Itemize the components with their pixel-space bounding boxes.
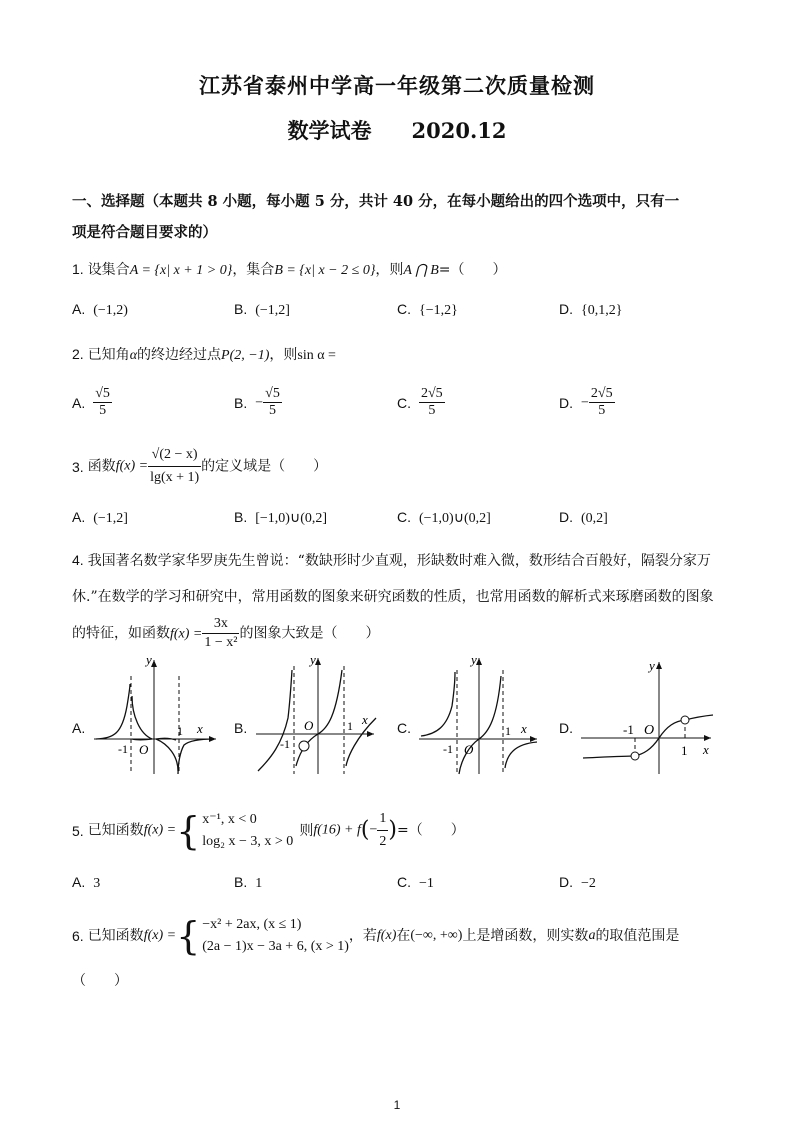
option-label: B.: [234, 509, 248, 525]
option-label: D.: [559, 394, 573, 411]
q2-option-c[interactable]: [397, 386, 445, 419]
question-number: 6.: [72, 928, 84, 944]
option-fraction: [419, 386, 445, 419]
right-paren-icon: ): [388, 817, 397, 843]
fraction-denominator: 5: [428, 403, 436, 418]
q2-alpha: α: [129, 348, 138, 363]
q6-case-1: −x² + 2ax, (x ≤ 1): [202, 917, 302, 932]
q1-option-d[interactable]: [559, 301, 622, 319]
option-label: C.: [397, 301, 411, 317]
q5-cases: [202, 809, 293, 853]
option-text: (0,2]: [581, 511, 608, 526]
axis-x-label: x: [521, 721, 527, 736]
fraction-numerator: √(2 − x): [148, 444, 201, 467]
origin-label: O: [464, 742, 474, 757]
option-label: D.: [559, 301, 573, 317]
q4-fx: f(x) =: [170, 626, 203, 642]
exam-title: 江苏省泰州中学高一年级第二次质量检测: [199, 73, 595, 98]
option-label: D.: [559, 874, 573, 890]
option-label: B.: [234, 874, 248, 890]
question-4: [72, 542, 732, 653]
option-label: B.: [234, 301, 248, 317]
fraction-numerator: 2√5: [590, 386, 613, 401]
q3-text-2: 的定义域是（ ）: [201, 458, 328, 475]
q5-expression: f(16) + f: [313, 822, 361, 838]
q1-option-a[interactable]: [72, 301, 128, 319]
tick-neg-label: -1: [623, 722, 634, 737]
tick-pos-label: 1: [347, 719, 353, 733]
question-1: [72, 258, 507, 282]
q3-text-1: 函数: [87, 458, 116, 475]
fraction-numerator: 1: [377, 808, 388, 831]
option-label: A.: [72, 509, 86, 525]
fraction-numerator: √5: [265, 386, 280, 401]
option-label: B.: [234, 394, 248, 411]
graph-d-plot: [581, 656, 716, 776]
q1-option-b[interactable]: [234, 301, 290, 319]
tick-neg-label: -1: [118, 742, 128, 756]
fraction-numerator: √5: [95, 386, 110, 401]
q2-option-a[interactable]: [72, 386, 112, 419]
option-label: C.: [397, 394, 411, 411]
q4-text-3b: 的图象大致是（ ）: [239, 625, 380, 642]
question-6: [72, 914, 679, 958]
option-label: C.: [397, 720, 411, 736]
question-3: [72, 444, 327, 489]
q6-text-4: 上是增函数，则实数: [462, 928, 589, 944]
q6-variable: a: [588, 928, 596, 943]
origin-label: O: [304, 718, 314, 733]
axis-y-label: y: [471, 656, 477, 667]
q5-option-c[interactable]: [397, 874, 434, 892]
q5-option-d[interactable]: [559, 874, 596, 892]
option-label: C.: [397, 509, 411, 525]
left-brace-icon: {: [176, 914, 201, 958]
q4-graph-options: [72, 656, 732, 776]
graph-a-plot: [94, 656, 219, 776]
q4-text-1: 我国著名数学家华罗庚先生曾说：“数缺形时少直观，形缺数时难入微，数形结合百般好，隔裂分家万: [87, 553, 711, 569]
option-text: [−1,0)∪(0,2]: [255, 511, 328, 526]
question-number: 3.: [72, 458, 84, 475]
q1-text-1: 设集合: [87, 262, 130, 278]
q3-option-d[interactable]: [559, 509, 608, 527]
q5-text-1: 已知函数: [87, 822, 144, 839]
option-text: (−1,2]: [255, 303, 290, 318]
fraction-denominator: 5: [268, 403, 276, 418]
q6-answer-blank: （ ）: [72, 973, 128, 989]
q2-option-b[interactable]: [234, 386, 282, 419]
option-fraction: [589, 386, 615, 419]
q6-text-1: 已知函数: [87, 928, 144, 944]
q1-option-c[interactable]: [397, 301, 458, 319]
q3-option-a[interactable]: [72, 509, 128, 527]
option-text: 3: [93, 876, 101, 891]
fraction-denominator: lg(x + 1): [150, 470, 200, 485]
q5-option-b[interactable]: [234, 874, 262, 892]
question-number: 5.: [72, 822, 84, 839]
option-label: A.: [72, 720, 86, 736]
option-fraction: [263, 386, 282, 419]
section-heading-line1: 一、选择题（本题共 8 小题，每小题 5 分，共计 40 分，在每小题给出的四个选项中，只有一: [72, 193, 680, 210]
q3-fraction: [148, 444, 201, 489]
q3-option-c[interactable]: [397, 509, 491, 527]
fraction-denominator: 5: [99, 403, 107, 418]
graph-c-plot: [419, 656, 544, 776]
q4-line-1: [72, 542, 732, 579]
option-text: −2: [581, 876, 596, 891]
q6-text-3: 在: [396, 928, 411, 944]
q5-text-2: 则: [299, 822, 314, 839]
axis-y-label: y: [310, 656, 316, 667]
option-label: A.: [72, 874, 86, 890]
option-text: (−1,0)∪(0,2]: [419, 511, 491, 526]
q6-fx2: f(x): [376, 928, 397, 943]
option-label: D.: [559, 509, 573, 525]
exam-date: 2020.12: [411, 118, 507, 143]
q6-text-2: ，若: [348, 928, 377, 944]
q6-cases: [202, 914, 349, 958]
q5-case-1: x⁻¹, x < 0: [202, 811, 257, 827]
question-number: 1.: [72, 261, 84, 277]
q2-option-d[interactable]: [559, 386, 615, 419]
option-label: D.: [559, 720, 573, 736]
q1-set-a: A = {x| x + 1 > 0}: [129, 263, 233, 278]
question-2: [72, 343, 336, 367]
tick-pos-label: 1: [177, 724, 183, 738]
q2-text-2: 的终边经过点: [137, 347, 222, 363]
section-heading: [72, 186, 732, 248]
fraction-numerator: 3x: [202, 615, 239, 634]
subject-label: 数学试卷: [287, 118, 372, 143]
q5-fraction: [377, 808, 388, 853]
q4-line-3: [72, 615, 732, 653]
fraction-denominator: 5: [598, 403, 606, 418]
section-heading-line2: 项是符合题目要求的）: [72, 224, 217, 241]
axis-y-label: y: [146, 656, 152, 667]
axis-x-label: x: [362, 712, 368, 727]
question-number: 2.: [72, 346, 84, 362]
option-sign: −: [581, 395, 589, 411]
minus-sign: −: [369, 822, 378, 838]
option-text: 1: [255, 876, 263, 891]
axis-y-label: y: [649, 658, 655, 673]
fraction-denominator: 2: [379, 834, 387, 849]
q6-fx: f(x) =: [143, 928, 177, 943]
axis-x-label: x: [703, 742, 709, 757]
option-label: B.: [234, 720, 248, 736]
q5-fx: f(x) =: [143, 822, 177, 838]
q1-text-4: =（ ）: [438, 262, 507, 278]
q4-fraction: [202, 615, 239, 652]
q2-text-1: 已知角: [87, 347, 130, 363]
option-text: (−1,2]: [93, 511, 128, 526]
q3-fx: f(x) =: [115, 458, 149, 474]
q2-text-3: ，则: [269, 347, 298, 363]
tick-neg-label: -1: [443, 742, 453, 756]
q5-option-a[interactable]: [72, 874, 100, 892]
q2-sin: sin α =: [297, 348, 336, 363]
graph-b-plot: [256, 656, 381, 776]
question-number: 4.: [72, 552, 84, 568]
q1-set-b: B = {x| x − 2 ≤ 0}: [274, 263, 376, 278]
option-text: {−1,2}: [419, 303, 458, 318]
option-text: −1: [419, 876, 434, 891]
tick-pos-label: 1: [681, 743, 688, 758]
fraction-denominator: 1 − x²: [204, 635, 238, 650]
q4-text-3a: 的特征，如函数: [72, 625, 170, 642]
option-text: (−1,2): [93, 303, 128, 318]
option-fraction: [93, 386, 112, 419]
left-brace-icon: {: [176, 808, 201, 853]
fraction-numerator: 2√5: [421, 386, 443, 401]
q5-case-2: log₂ x − 3, x > 0: [202, 833, 294, 849]
option-text: {0,1,2}: [581, 303, 623, 318]
exam-subtitle: [0, 115, 794, 145]
tick-neg-label: -1: [280, 737, 290, 751]
option-label: A.: [72, 301, 86, 317]
origin-label: O: [139, 742, 149, 757]
q1-text-2: ，集合: [232, 262, 275, 278]
q5-text-3: =（ ）: [396, 822, 465, 839]
q3-option-b[interactable]: [234, 509, 327, 527]
option-label: A.: [72, 394, 86, 411]
option-sign: −: [255, 395, 264, 411]
q6-case-2: (2a − 1)x − 3a + 6, (x > 1): [202, 939, 349, 954]
question-5: [72, 808, 465, 853]
page-number: 1: [393, 1098, 401, 1112]
axis-x-label: x: [197, 721, 203, 736]
left-paren-icon: (: [360, 817, 370, 843]
tick-pos-label: 1: [505, 724, 511, 738]
q6-interval: (−∞, +∞): [410, 928, 463, 943]
q1-expression: A ⋂ B: [403, 263, 439, 278]
option-label: C.: [397, 874, 411, 890]
q2-point: P(2, −1): [221, 348, 270, 363]
origin-label: O: [644, 723, 655, 738]
q6-text-5: 的取值范围是: [595, 928, 680, 944]
q4-line-2: 休.”在数学的学习和研究中，常用函数的图象来研究函数的性质，也常用函数的解析式来琢磨函数的图象: [72, 589, 714, 605]
q1-text-3: ，则: [375, 262, 404, 278]
